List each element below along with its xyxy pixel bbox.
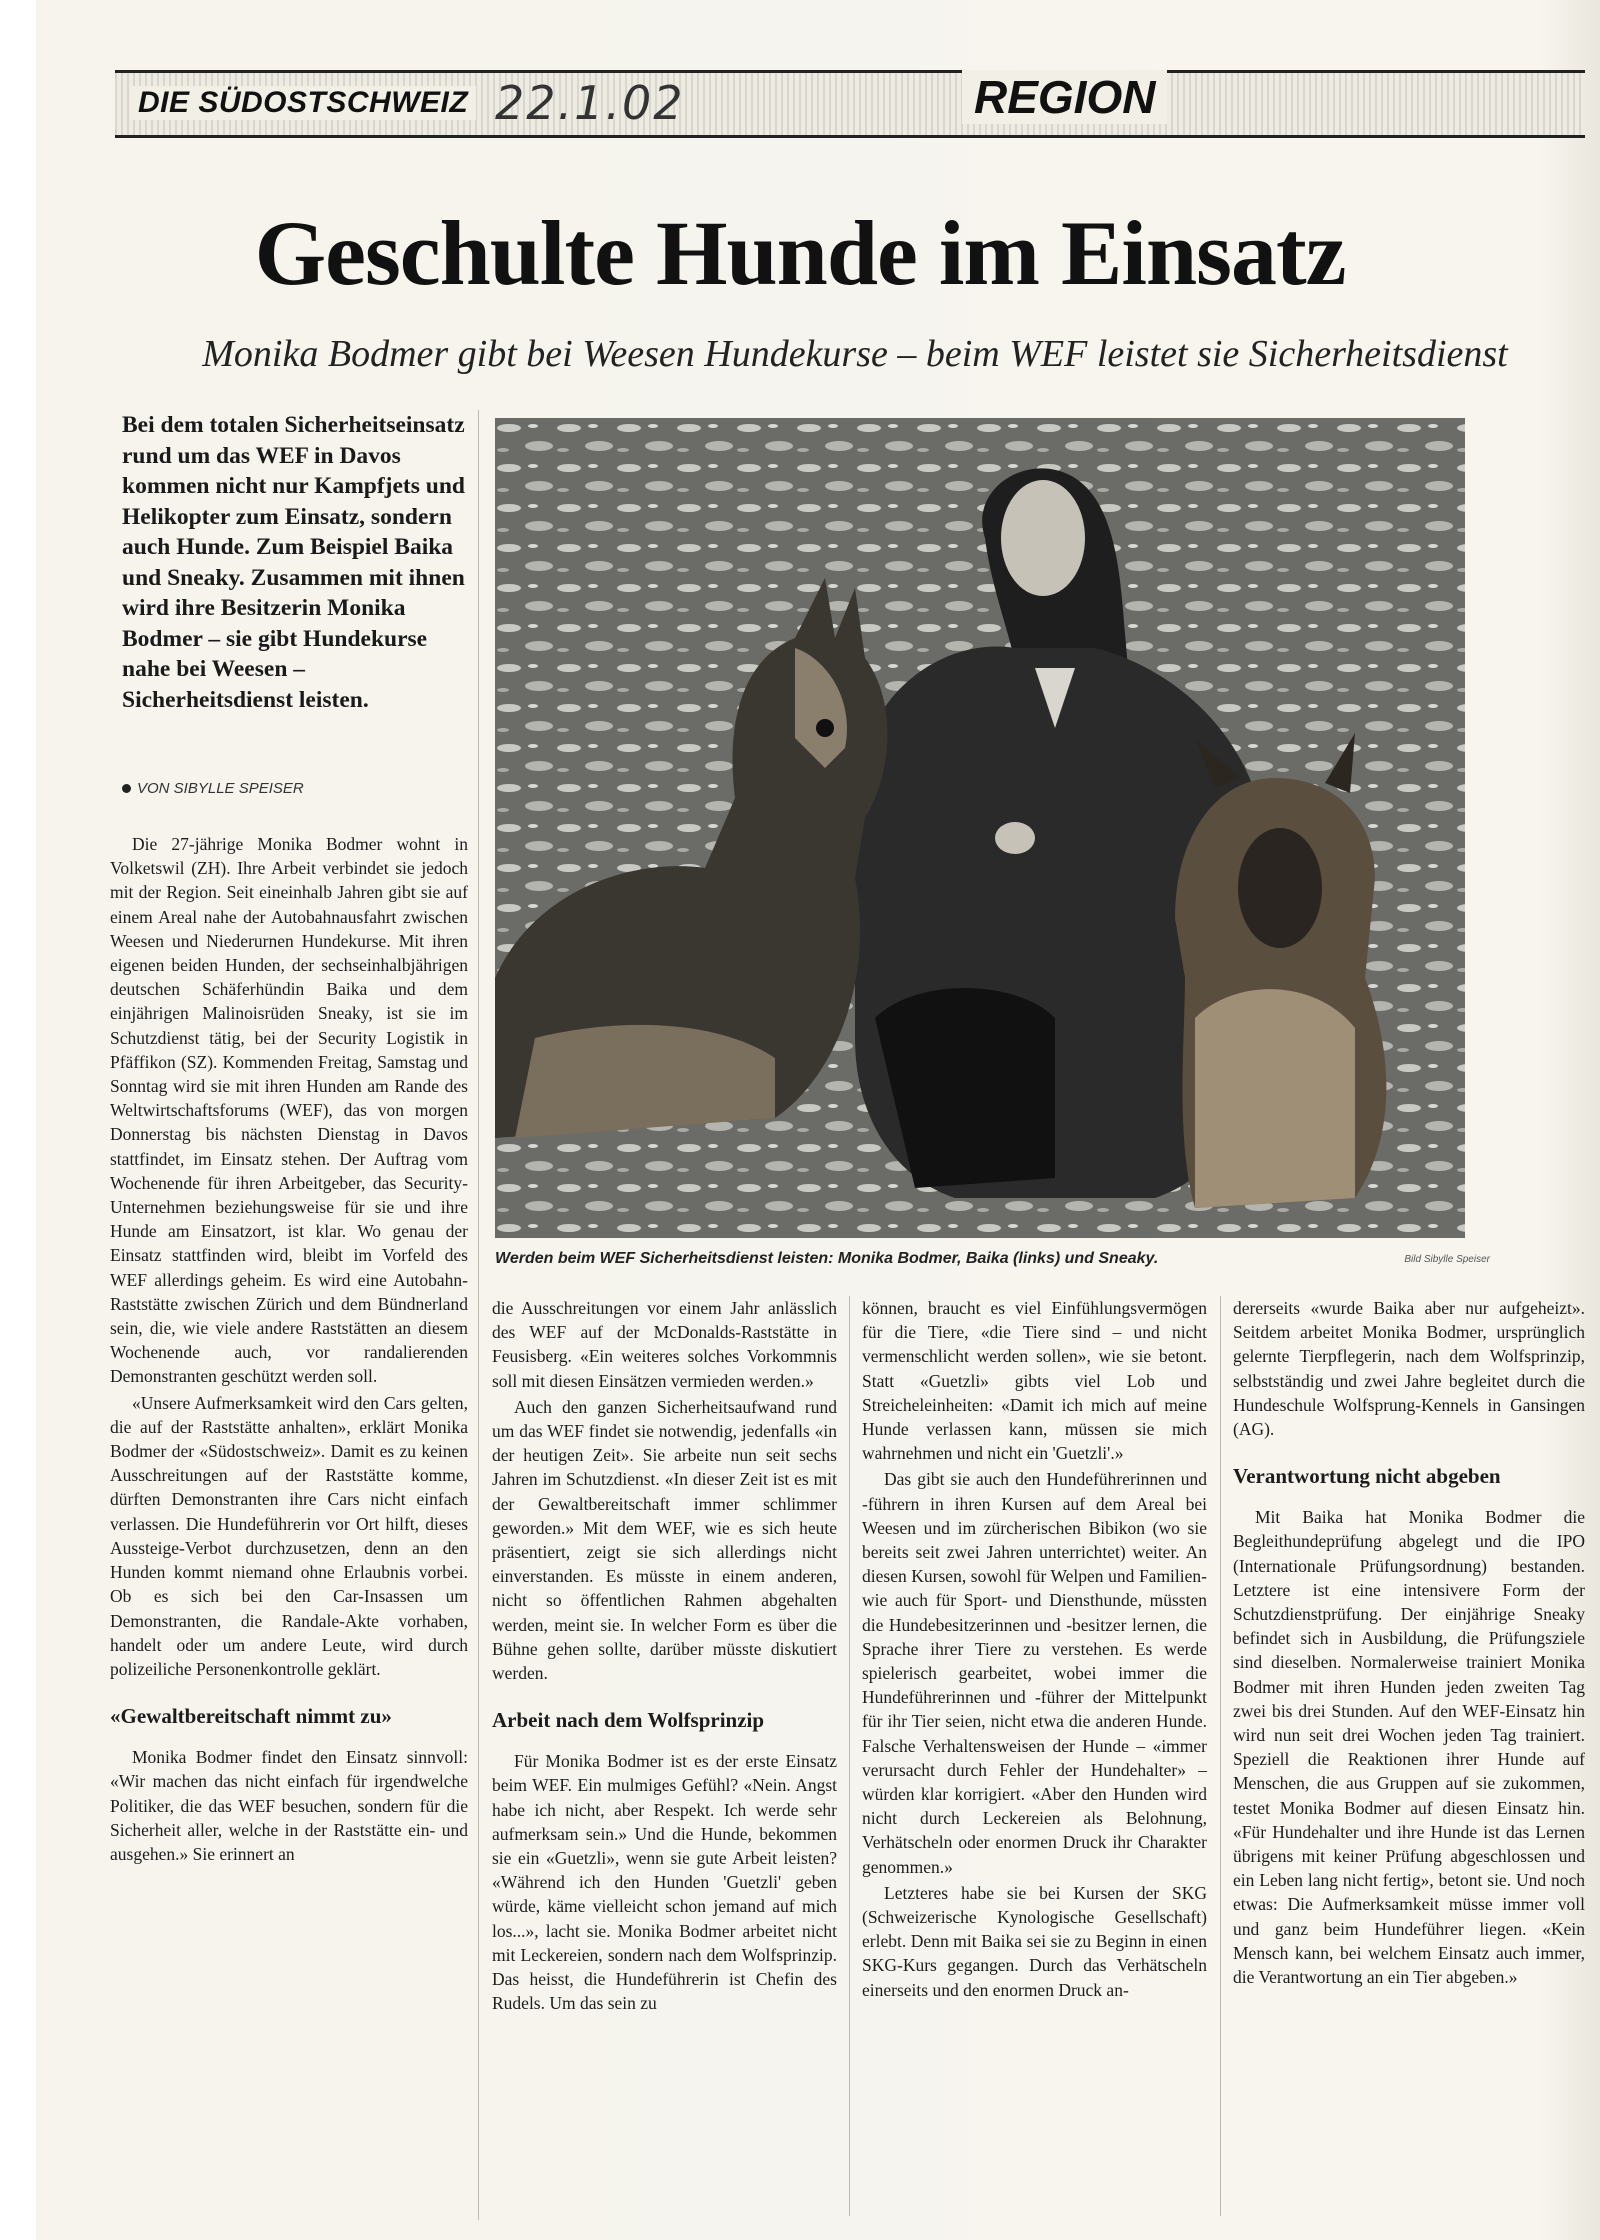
article-lead: Bei dem totalen Sicherheitseinsatz rund um das WEF in Davos kommen nicht nur Kampfjets und Helikopter zum Einsatz, sondern auch Hunde. Zum Beispiel Baika und Sneaky. Zusammen mit ihnen wird ihre Besitzerin Monika Bodmer – sie gibt Hundekurse nahe bei Weesen – Sicherheitsdienst leisten.: [122, 412, 465, 713]
paragraph: Letzteres habe sie bei Kursen der SKG (Schweizerische Kynologische Gesellschaft) erlebt. Denn mit Baika sei sie zu Beginn in einen SKG-Kurs gegangen. Durch das Verhätscheln einerseits und den enormen Druck an-: [862, 1882, 1207, 2000]
column-rule: [849, 1296, 850, 2216]
photo-credit: Bild Sibylle Speiser: [1404, 1254, 1490, 1265]
paragraph: Monika Bodmer findet den Einsatz sinnvoll: «Wir machen das nicht einfach für irgendwelche Politiker, die das WEF besuchen, sondern für die Sicherheit aller, welche in der Raststätte ein- und ausgehen.» Sie erinnert an: [110, 1747, 468, 1864]
subheading: Verantwortung nicht abgeben: [1233, 1464, 1501, 1489]
paragraph: Mit Baika hat Monika Bodmer die Begleithundeprüfung abgelegt und die IPO (Internationale Prüfungsordnung) bestanden. Letztere ist eine intensivere Form der Schutzdienstprüfung. Der einjährige Sneaky befindet sich in Ausbildung, die Prüfungsziele sind dieselben. Normalerweise trainiert Monika Bodmer mit ihren Hunden jeden zweiten Tag zwei bis drei Stunden. Auf den WEF-Einsatz hin wird nun seit drei Wochen jeden Tag trainiert. Speziell die Reaktionen ihrer Hunde auf Menschen, die aus Gruppen auf sie zukommen, testet Monika Bodmer auf diesen Einsatz hin. «Für Hundehalter und ihre Hunde ist das Lernen übrigens mit keiner Prüfung abgeschlossen und ein Leben lang nicht fertig», betont sie. Und noch etwas: Die Aufmerksamkeit müsse immer voll und ganz beim Hundeführer liegen. «Kein Mensch kann, bei welchem Einsatz auch immer, die Verantwortung an ein Tier abgeben.»: [1233, 1507, 1585, 1988]
subheading: Arbeit nach dem Wolfsprinzip: [492, 1708, 765, 1733]
bullet-icon: [122, 784, 131, 793]
paragraph: die Ausschreitungen vor einem Jahr anlässlich des WEF auf der McDonalds-Raststätte in Feusisberg. «Ein weiteres solches Vorkommnis soll mit diesen Einsätzen vermieden werden.»: [492, 1298, 837, 1391]
article-column-1: [110, 832, 468, 1868]
paragraph: Die 27-jährige Monika Bodmer wohnt in Volketswil (ZH). Ihre Arbeit verbindet sie jedoch mit der Region. Seit eineinhalb Jahren gibt sie auf einem Areal nahe der Autobahnausfahrt zwischen Weesen und Niederurnen Hundekurse. Mit ihren eigenen beiden Hunden, der sechseinhalbjährigen deutschen Schäferhündin Baika und dem einjährigen Malinoisrüden Sneaky, ist sie im Schutzdienst tätig, bei der Security Logistik in Pfäffikon (SZ). Kommenden Freitag, Samstag und Sonntag wird sie mit ihren Hunden am Rande des Weltwirtschaftsforums (WEF), das von morgen Donnerstag bis nächsten Dienstag in Davos stattfindet, im Einsatz stehen. Der Auftrag vom Wochenende für ihren Arbeitgeber, das Security-Unternehmen beziehungsweise für sie und ihre Hunde am Einsatzort, ist klar. Wo genau der Einsatz stattfinden wird, bleibt im Vorfeld des WEF allerdings geheim. Es wird eine Autobahn-Raststätte zwischen Zürich und dem Bündnerland sein, die, wie viele andere Raststätten an diesem Wochenende auch, vor randalierenden Demonstranten geschützt werden soll.: [110, 834, 468, 1387]
column-rule: [478, 410, 479, 2220]
article-column-3: [862, 1296, 1207, 2004]
newspaper-name: DIE SÜDOSTSCHWEIZ: [130, 86, 476, 120]
paragraph: Für Monika Bodmer ist es der erste Einsatz beim WEF. Ein mulmiges Gefühl? «Nein. Angst habe ich nicht, aber Respekt. Ich werde sehr aufmerksam sein.» Und die Hunde, bekommen sie ein «Guetzli», wenn sie gute Arbeit leisten? «Während ich den Hunden 'Guetzli' geben würde, käme vielleicht schon jemand auf mich los...», lacht sie. Monika Bodmer arbeitet nicht mit Leckereien, sondern nach dem Wolfsprinzip. Das heisst, die Hundeführerin ist Chefin des Rudels. Um das sein zu: [492, 1751, 837, 2014]
article-column-4: [1233, 1296, 1585, 1991]
paragraph: Auch den ganzen Sicherheitsaufwand rund um das WEF findet sie notwendig, jedenfalls «in der heutigen Zeit». Sie arbeite nun seit sechs Jahren im Schutzdienst. «In dieser Zeit ist es mit der Gewaltbereitschaft immer schlimmer geworden.» Mit dem WEF, wie es sich heute präsentiert, zeigt sie sich allerdings nicht einverstanden. Es müsste in einem anderen, nicht so öffentlichen Rahmen abgehalten werden, meint sie. In welcher Form es über die Bühne gehen sollte, darüber müsste diskutiert werden.: [492, 1396, 837, 1684]
section-label: REGION: [962, 70, 1167, 124]
byline-text: VON SIBYLLE SPEISER: [137, 780, 304, 797]
photo-caption: Werden beim WEF Sicherheitsdienst leisten: Monika Bodmer, Baika (links) und Sneaky.: [495, 1250, 1159, 1267]
scan-margin: [0, 0, 36, 2240]
paragraph: dererseits «wurde Baika aber nur aufgeheizt». Seitdem arbeitet Monika Bodmer, ursprünglich gelernte Tierpflegerin, nach dem Wolfsprinzip, selbstständig und zwei Jahre begleitet durch die Hundeschule Wolfsprung-Kennels in Gansingen (AG).: [1233, 1298, 1585, 1440]
article-subheadline: Monika Bodmer gibt bei Weesen Hundekurse – beim WEF leistet sie Sicherheitsdienst: [202, 333, 1508, 375]
article-headline: Geschulte Hunde im Einsatz: [254, 202, 1346, 304]
paragraph: «Unsere Aufmerksamkeit wird den Cars gelten, die auf der Raststätte anhalten», erklärt Monika Bodmer der «Südostschweiz». Damit es zu keinen Ausschreitungen auf der Raststätte komme, dürften Demonstranten ihre Cars nicht einfach verlassen. Die Hundeführerin vor Ort hilft, dieses Aussteige-Verbot durchzusetzen, denn an den Hunden kommt niemand ohne Erlaubnis vorbei. Ob es sich bei den Car-Insassen um Demonstranten, die Randale-Akte vorhaben, handelt oder um andere Leute, wird durch polizeiliche Personenkontrolle geklärt.: [110, 1392, 468, 1679]
paragraph: Das gibt sie auch den Hundeführerinnen und -führern in ihren Kursen auf dem Areal bei Weesen und im zürcherischen Bibikon (wo sie bereits seit zwei Jahren unterrichtet) weiter. An diesen Kursen, sowohl für Welpen und Familien- wie auch für Sport- und Diensthunde, müssten die Hundebesitzerinnen und -besitzer lernen, die Sprache ihrer Tiere zu verstehen. Es werde spielerisch gearbeitet, wobei immer die Hundeführerinnen und -führer der Mittelpunkt für ihr Tier seien, nicht etwa die anderen Hunde. Falsche Verhaltensweisen der Hunde – «immer verursacht durch Fehler der Hundehalter» – würden klar korrigiert. «Aber den Hunden wird nicht durch Leckereien als Belohnung, Verhätscheln oder enormen Druck ihr Charakter genommen.»: [862, 1469, 1207, 1877]
column-rule: [1220, 1296, 1221, 2216]
handwritten-date: 22.1.02: [495, 76, 685, 130]
subheading: «Gewaltbereitschaft nimmt zu»: [110, 1704, 392, 1729]
paragraph: können, braucht es viel Einfühlungsvermögen für die Tiere, «die Tiere sind – und nicht vermenschlicht werden sollen», wie sie betont. Statt «Guetzli» gibts viel Lob und Streicheleinheiten: «Damit ich mich auf meine Hunde verlassen kann, müssen sie mich wahrnehmen und nicht ein 'Guetzli'.»: [862, 1298, 1207, 1464]
byline: [122, 780, 304, 797]
article-column-2: [492, 1296, 837, 2017]
article-photo: [495, 418, 1465, 1238]
photo-illustration: [495, 418, 1465, 1238]
